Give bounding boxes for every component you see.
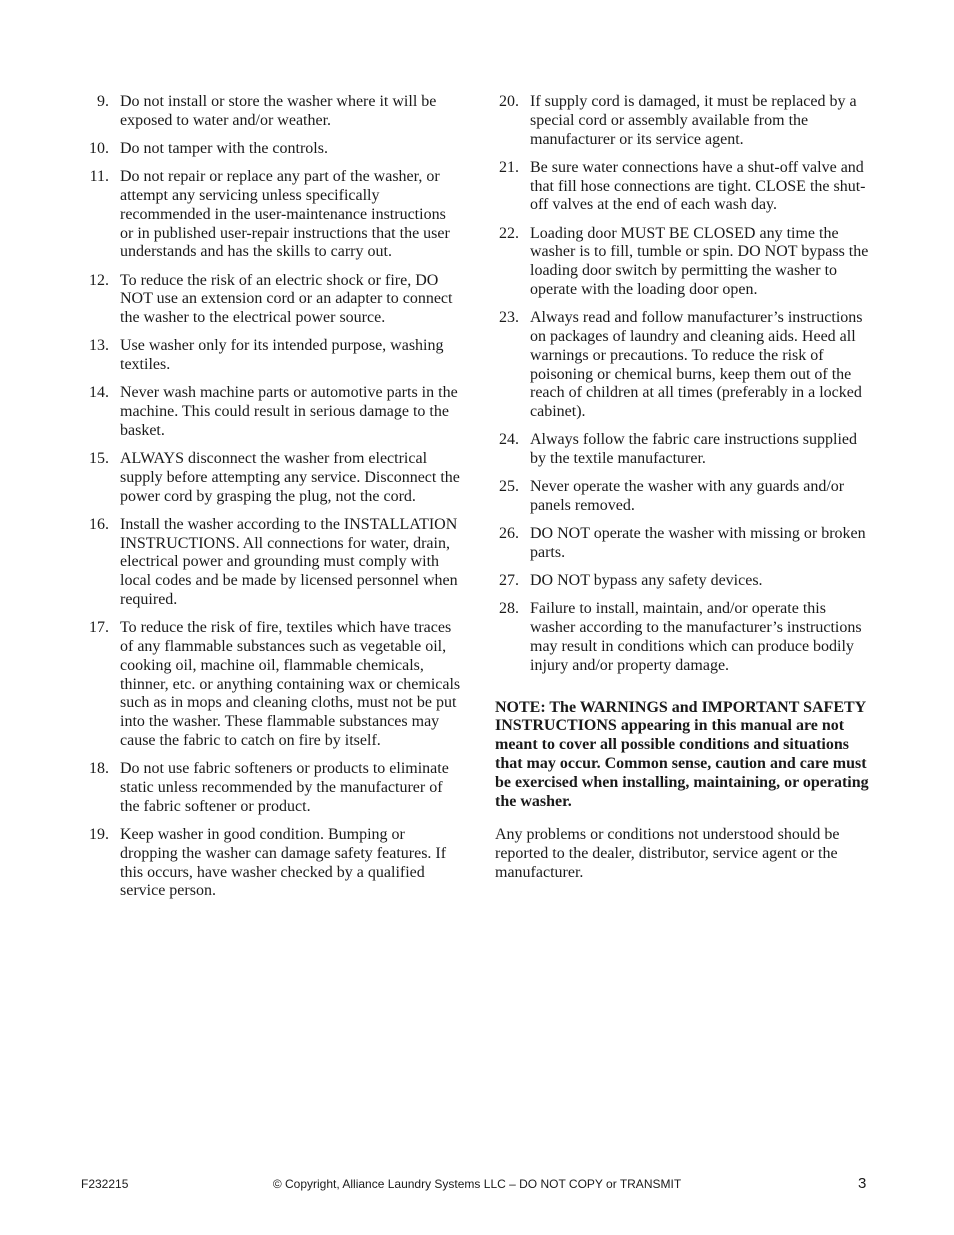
item-text: Do not tamper with the controls.: [120, 139, 328, 157]
item-text: Use washer only for its intended purpose, washing textiles.: [120, 337, 444, 374]
list-item: [490, 225, 872, 300]
item-number: 12.: [89, 271, 109, 289]
item-number: 20.: [499, 93, 519, 110]
item-text: Do not repair or replace any part of the washer, or attempt any servicing unless specifically recommended in the user-maintenance instructions or in published user-repair instructions that the user understands and has the skills to carry out.: [120, 168, 450, 261]
item-number: 25.: [499, 478, 519, 496]
item-text: To reduce the risk of fire, textiles which have traces of any flammable substances such as vegetable oil, cooking oil, machine oil, flammable chemicals, thinner, etc. or anything containing wax or chemicals such as in mops and cleaning cloths, must not be put into the washer. These flammable substances may cause the fabric to catch on fire by itself.: [120, 619, 461, 750]
item-number: 18.: [89, 760, 109, 778]
list-item: [80, 760, 462, 816]
item-number: 17.: [89, 619, 109, 637]
item-text: Always read and follow manufacturer’s instructions on packages of laundry and cleaning aids. Heed all warnings or precautions. To reduce the risk of poisoning or chemical burns, keep them out of the reach of children at all times (preferably in a locked cabinet).: [530, 309, 863, 421]
right-column: [490, 93, 872, 883]
list-item: [490, 478, 872, 516]
list-item: [490, 159, 872, 215]
document-number: F232215: [81, 1177, 129, 1191]
list-item: [80, 140, 462, 159]
safety-note: NOTE: The WARNINGS and IMPORTANT SAFETY INSTRUCTIONS appearing in this manual are not meant to cover all possible conditions and situations that may occur. Common sense, caution and care must be exercised when installing, maintaining, or operating the washer.: [495, 698, 869, 810]
item-text: Never wash machine parts or automotive parts in the machine. This could result in serious damage to the basket.: [120, 384, 458, 439]
item-number: 9.: [97, 93, 109, 110]
list-item: [490, 600, 872, 675]
item-number: 10.: [89, 139, 109, 157]
item-number: 27.: [499, 572, 519, 590]
page-number: 3: [858, 1175, 867, 1192]
list-item: [80, 826, 462, 901]
item-text: ALWAYS disconnect the washer from electrical supply before attempting any service. Disconnect the power cord by grasping the plug, not the cord.: [120, 450, 460, 505]
item-number: 24.: [499, 431, 519, 449]
list-item: [80, 272, 462, 328]
item-number: 21.: [499, 158, 519, 176]
list-item: [80, 450, 462, 506]
item-text: Do not use fabric softeners or products to eliminate static unless recommended by the manufacturer of the fabric softener or product.: [120, 760, 449, 815]
list-item: [80, 619, 462, 751]
list-item: [490, 309, 872, 422]
item-text: If supply cord is damaged, it must be replaced by a special cord or assembly available from the manufacturer or its service agent.: [530, 93, 857, 148]
item-text: To reduce the risk of an electric shock or fire, DO NOT use an extension cord or an adapter to connect the washer to the electrical power source.: [120, 271, 453, 327]
item-number: 14.: [89, 384, 109, 402]
item-number: 13.: [89, 337, 109, 355]
safety-list-right: [490, 93, 872, 676]
item-text: Install the washer according to the INSTALLATION INSTRUCTIONS. All connections for water, drain, electrical power and grounding must comply with local codes and be made by licensed personnel when required.: [120, 515, 458, 609]
item-text: Always follow the fabric care instructions supplied by the textile manufacturer.: [530, 431, 858, 468]
closing-paragraph: Any problems or conditions not understood should be reported to the dealer, distributor, service agent or the manufacturer.: [495, 826, 840, 882]
item-text: DO NOT operate the washer with missing or broken parts.: [530, 525, 866, 562]
item-number: 16.: [89, 515, 109, 533]
item-text: DO NOT bypass any safety devices.: [530, 572, 763, 590]
list-item: [490, 572, 872, 591]
list-item: [80, 93, 462, 131]
list-item: [80, 337, 462, 375]
safety-list-left: [80, 93, 462, 901]
item-number: 22.: [499, 224, 519, 242]
item-text: Failure to install, maintain, and/or operate this washer according to the manufacturer’s instructions may result in conditions which can produce bodily injury and/or property damage.: [530, 600, 862, 674]
item-number: 28.: [499, 600, 519, 618]
item-text: Keep washer in good condition. Bumping or dropping the washer can damage safety features. If this occurs, have washer checked by a qualified service person.: [120, 826, 447, 900]
copyright-notice: © Copyright, Alliance Laundry Systems LLC – DO NOT COPY or TRANSMIT: [272, 1177, 682, 1191]
item-text: Loading door MUST BE CLOSED any time the washer is to fill, tumble or spin. DO NOT bypass the loading door switch by permitting the washer to operate with the loading door open.: [530, 224, 869, 298]
item-number: 26.: [499, 525, 519, 543]
item-number: 15.: [89, 450, 109, 468]
list-item: [80, 516, 462, 610]
left-column: [80, 93, 462, 911]
item-text: Do not install or store the washer where it will be exposed to water and/or weather.: [120, 93, 437, 129]
item-text: Be sure water connections have a shut-off valve and that fill hose connections are tight. CLOSE the shut-off valves at the end of each wash day.: [530, 158, 866, 214]
list-item: [490, 93, 872, 149]
list-item: [490, 525, 872, 563]
list-item: [490, 431, 872, 469]
item-text: Never operate the washer with any guards and/or panels removed.: [530, 478, 845, 515]
list-item: [80, 384, 462, 440]
list-item: [80, 168, 462, 262]
item-number: 23.: [499, 309, 519, 327]
item-number: 11.: [89, 168, 109, 186]
item-number: 19.: [89, 826, 109, 843]
